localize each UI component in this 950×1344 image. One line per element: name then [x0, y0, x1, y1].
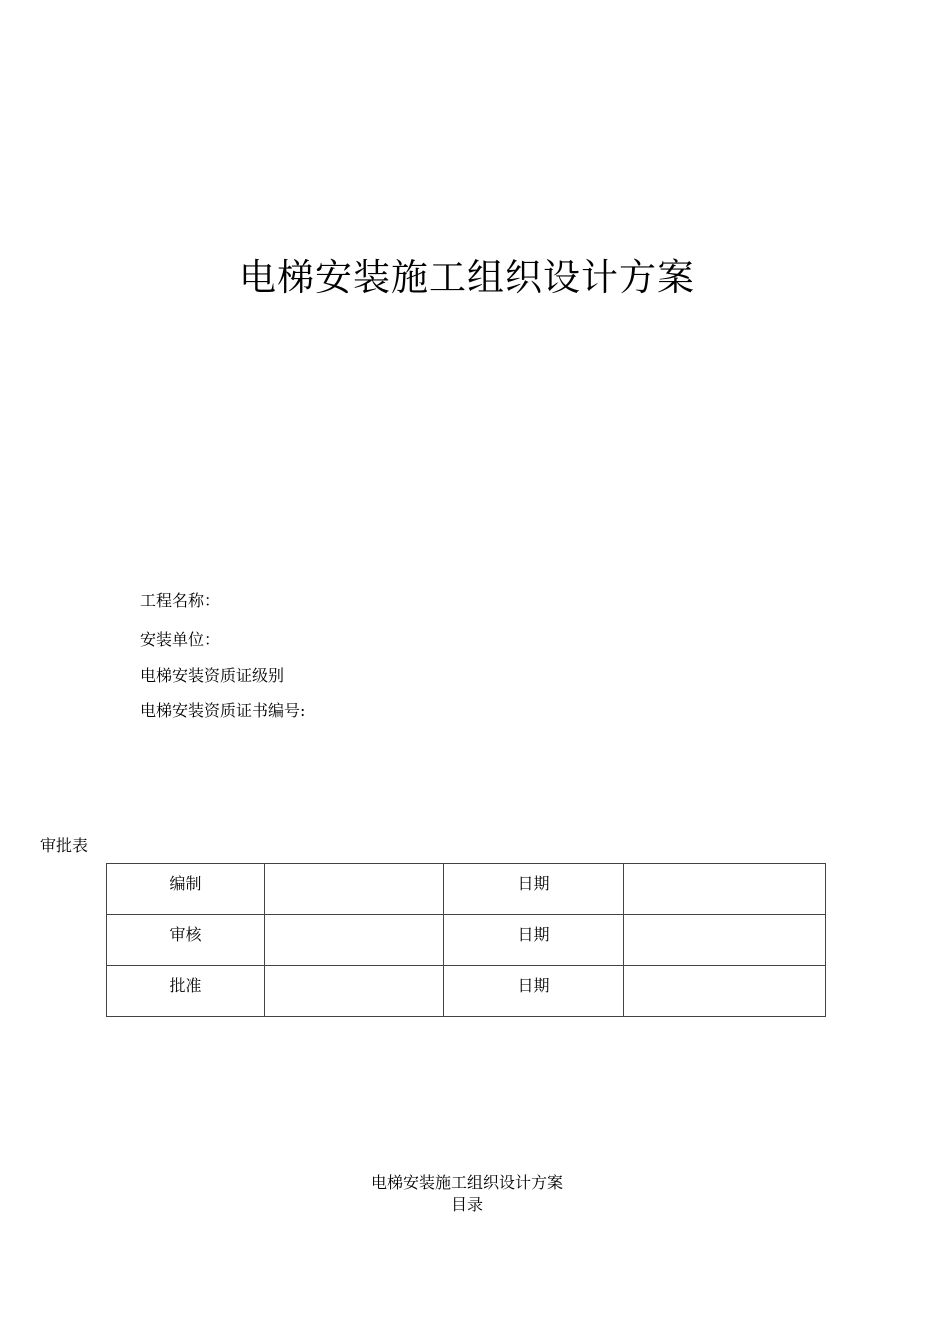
document-title: 电梯安装施工组织设计方案 — [239, 256, 695, 299]
info-installer: 安装单位： — [140, 630, 221, 649]
approval-role-cell — [107, 915, 265, 966]
approval-role: 编制 — [169, 874, 202, 893]
approval-role-cell — [107, 966, 265, 1017]
approval-date-label: 日期 — [517, 874, 550, 893]
approval-date-label: 日期 — [517, 925, 550, 944]
approval-signature — [265, 915, 443, 924]
approval-date-cell — [624, 864, 826, 915]
approval-date — [624, 966, 825, 975]
approval-date-label-cell — [444, 864, 624, 915]
approval-date-label: 日期 — [517, 976, 550, 995]
approval-role-cell — [107, 864, 265, 915]
approval-role: 审核 — [169, 925, 202, 944]
approval-caption: 审批表 — [40, 836, 89, 855]
info-project-name: 工程名称： — [140, 591, 221, 610]
approval-date-label-cell — [444, 966, 624, 1017]
approval-row-review — [107, 915, 826, 966]
approval-signature-cell — [265, 966, 444, 1017]
approval-signature-cell — [265, 864, 444, 915]
approval-table — [106, 863, 826, 1017]
approval-signature-cell — [265, 915, 444, 966]
approval-date-cell — [624, 966, 826, 1017]
info-qualification-level: 电梯安装资质证级别 — [140, 666, 285, 685]
approval-date-label-cell — [444, 915, 624, 966]
approval-date — [624, 915, 825, 924]
approval-role: 批准 — [169, 976, 202, 995]
info-certificate-number: 电梯安装资质证书编号: — [140, 701, 306, 720]
approval-row-compile — [107, 864, 826, 915]
approval-date-cell — [624, 915, 826, 966]
approval-date — [624, 864, 825, 873]
approval-row-approve — [107, 966, 826, 1017]
table-of-contents-heading: 目录 — [450, 1195, 483, 1214]
footer-title: 电梯安装施工组织设计方案 — [370, 1173, 563, 1192]
approval-signature — [265, 864, 443, 873]
approval-signature — [265, 966, 443, 975]
